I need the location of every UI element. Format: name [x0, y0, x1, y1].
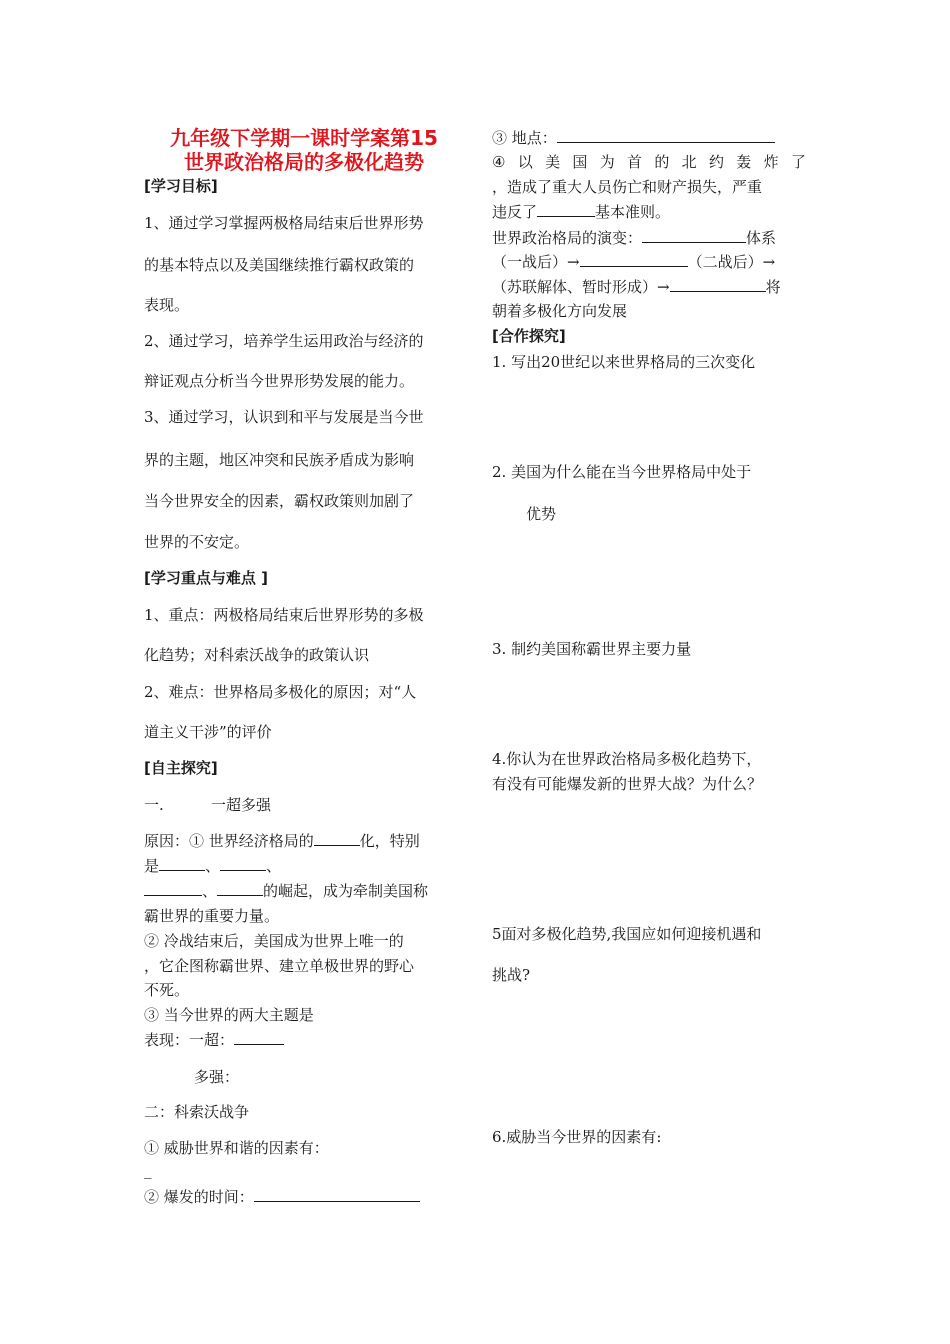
- blank-economic-pattern[interactable]: [314, 831, 360, 846]
- question-4-line-b: 有没有可能爆发新的世界大战？为什么？: [492, 775, 763, 793]
- evolution-ww2: （二战后）→: [687, 253, 776, 271]
- blank-location[interactable]: [557, 128, 775, 143]
- blank-outbreak-time[interactable]: [254, 1187, 420, 1202]
- blank-system-1[interactable]: [642, 228, 746, 243]
- question-2-line-a: 2. 美国为什么能在当今世界格局中处于: [492, 463, 752, 481]
- location-text: ③ 地点：: [492, 129, 557, 147]
- location-line: [492, 128, 775, 148]
- nato-char: 约: [708, 153, 724, 171]
- blank-basic-norms[interactable]: [537, 202, 595, 217]
- evolution-line-4: 朝着多极化方向发展: [492, 302, 628, 320]
- goal-1-line-c: 表现。: [144, 296, 190, 314]
- question-6: 6.威胁当今世界的因素有:: [492, 1128, 662, 1146]
- page-title-line2: 世界政治格局的多极化趋势: [184, 150, 424, 174]
- nato-bombing-line: [492, 152, 806, 172]
- goal-3-line-b: 界的主题，地区冲突和民族矛盾成为影响: [144, 451, 415, 469]
- reason-3-sep: 、: [202, 882, 218, 900]
- reason-2-line-c: 不死。: [144, 981, 190, 999]
- blank-power-3[interactable]: [144, 881, 202, 896]
- evolution-ww1: （一战后）→: [492, 253, 580, 271]
- nato-char: 以: [517, 153, 533, 171]
- threat-factors-blank: _: [144, 1161, 152, 1179]
- cooperation-header: [合作探究]: [492, 327, 566, 345]
- difficulty-line-a: 2、难点：世界格局多极化的原因；对“人: [144, 683, 417, 701]
- evolution-will: 将: [765, 278, 781, 296]
- nato-char: 为: [599, 153, 615, 171]
- outbreak-time-text: ② 爆发的时间：: [144, 1188, 254, 1206]
- violation-text-b: 基本准则。: [595, 203, 671, 221]
- evolution-line-3: [492, 277, 781, 297]
- blank-power-2[interactable]: [220, 856, 266, 871]
- section-1-title: 一超多强: [211, 796, 272, 814]
- page-title-line1: 九年级下学期一课时学案第15: [170, 126, 438, 150]
- reason-2-sep-1: 、: [205, 857, 221, 875]
- reason-2-line-b: ，它企图称霸世界、建立单极世界的野心: [144, 957, 415, 975]
- nato-char: 了: [790, 153, 806, 171]
- evolution-text-a: 世界政治格局的演变：: [492, 229, 643, 247]
- reason-2-text-a: 是: [144, 857, 160, 875]
- key-points-header: [学习重点与难点 ]: [144, 569, 268, 587]
- nato-char: 的: [654, 153, 670, 171]
- key-point-1-line-a: 1、重点：两极格局结束后世界形势的多极: [144, 606, 424, 624]
- evolution-line-1: [492, 228, 776, 248]
- question-3: 3. 制约美国称霸世界主要力量: [492, 640, 692, 658]
- reason-line-1: [144, 831, 420, 851]
- question-4-line-a: 4.你认为在世界政治格局多极化趋势下，: [492, 750, 762, 768]
- goal-3-line-c: 当今世界安全的因素，霸权政策则加剧了: [144, 492, 415, 510]
- goals-header: [学习目标]: [144, 177, 218, 195]
- question-2-line-b: 优势: [526, 505, 557, 523]
- outbreak-time-line: [144, 1187, 420, 1207]
- reason-3-text: 的崛起，成为牵制美国称: [263, 882, 429, 900]
- goal-2-line-b: 辩证观点分析当今世界形势发展的能力。: [144, 372, 415, 390]
- blank-power-4[interactable]: [217, 881, 263, 896]
- reason-1-text-b: 化，特别: [359, 832, 420, 850]
- violation-line: [492, 202, 670, 222]
- threat-factors-line: ① 威胁世界和谐的因素有：: [144, 1139, 329, 1157]
- manifestation-line: [144, 1030, 284, 1050]
- blank-power-1[interactable]: [159, 856, 205, 871]
- themes-line: ③ 当今世界的两大主题是: [144, 1006, 314, 1024]
- manifestation-text: 表现：一超：: [144, 1031, 235, 1049]
- nato-char: 美: [545, 153, 561, 171]
- question-5-line-a: 5面对多极化趋势,我国应如何迎接机遇和: [492, 925, 762, 943]
- reason-2-line-a: ② 冷战结束后，美国成为世界上唯一的: [144, 932, 404, 950]
- casualties-line: ，造成了重大人员伤亡和财产损失，严重: [492, 178, 763, 196]
- goal-3-line-d: 世界的不安定。: [144, 533, 250, 551]
- evolution-line-2: [492, 252, 775, 272]
- goal-1-line-b: 的基本特点以及美国继续推行霸权政策的: [144, 256, 415, 274]
- section-2-title: 二：科索沃战争: [144, 1103, 250, 1121]
- violation-text-a: 违反了: [492, 203, 538, 221]
- nato-char: 北: [681, 153, 697, 171]
- nato-char: 轰: [736, 153, 752, 171]
- goal-3-line-a: 3、通过学习，认识到和平与发展是当今世: [144, 408, 424, 426]
- evolution-ussr: （苏联解体、暂时形成）→: [492, 278, 670, 296]
- reason-line-4: 霸世界的重要力量。: [144, 907, 280, 925]
- key-point-1-line-b: 化趋势；对科索沃战争的政策认识: [144, 646, 370, 664]
- self-study-header: [自主探究]: [144, 759, 218, 777]
- goal-1-line-a: 1、通过学习掌握两极格局结束后世界形势: [144, 214, 424, 232]
- question-1: 1. 写出20世纪以来世界格局的三次变化: [492, 353, 756, 371]
- nato-char: 炸: [763, 153, 779, 171]
- nato-char: ④: [492, 153, 506, 171]
- reason-1-text-a: 原因：① 世界经济格局的: [144, 832, 314, 850]
- blank-system-2[interactable]: [580, 252, 688, 267]
- question-5-line-b: 挑战?: [492, 966, 531, 984]
- nato-char: 首: [627, 153, 643, 171]
- difficulty-line-b: 道主义干涉”的评价: [144, 723, 272, 741]
- multi-powers-line: 多强：: [194, 1068, 240, 1086]
- blank-system-3[interactable]: [670, 277, 766, 292]
- goal-2-line-a: 2、通过学习，培养学生运用政治与经济的: [144, 332, 424, 350]
- reason-line-3: [144, 881, 428, 901]
- evolution-text-b: 体系: [746, 229, 777, 247]
- reason-line-2: [144, 856, 281, 876]
- nato-char: 国: [572, 153, 588, 171]
- reason-2-sep-2: 、: [266, 857, 282, 875]
- blank-superpower[interactable]: [234, 1030, 284, 1045]
- section-1-number: 一.: [144, 796, 164, 814]
